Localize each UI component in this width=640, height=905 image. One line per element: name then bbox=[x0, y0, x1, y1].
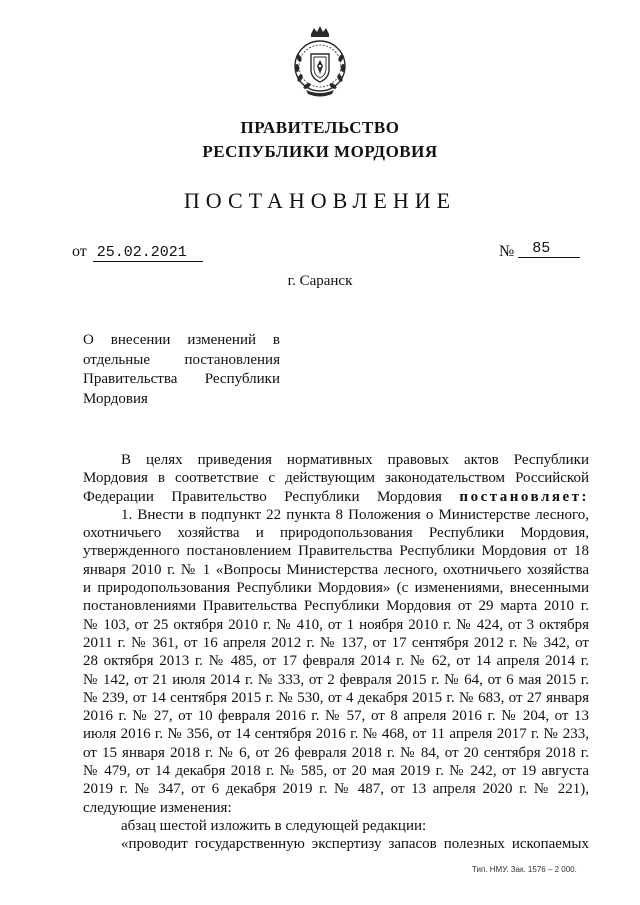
document-date: 25.02.2021 bbox=[93, 245, 203, 262]
body-line-decree bbox=[83, 488, 589, 506]
date-row bbox=[72, 243, 203, 262]
body-line: утвержденного постановлением Правительства Республики Мордовия от 18 bbox=[83, 543, 589, 560]
subject-line: отдельные постановления bbox=[83, 351, 280, 368]
document-subject bbox=[83, 331, 280, 409]
decree-word: постановляет: bbox=[459, 488, 589, 505]
city: г. Саранск bbox=[287, 273, 353, 289]
body-line-text: Федерации Правительство Республики Мордовия bbox=[83, 488, 460, 505]
body-line: следующие изменения: bbox=[83, 799, 232, 816]
government-title-line2: РЕСПУБЛИКИ МОРДОВИЯ bbox=[202, 142, 438, 161]
subject-line: О внесении изменений в bbox=[83, 332, 280, 348]
number-prefix: № bbox=[499, 243, 515, 260]
body-line: и природопользования Республики Мордовия» (с изменениями, внесенными bbox=[83, 580, 589, 597]
document-body bbox=[83, 451, 589, 854]
body-line: июля 2016 г. № 356, от 14 сентября 2016 г. № 468, от 11 апреля 2017 г. № 233, bbox=[83, 726, 589, 743]
subject-line: Мордовия bbox=[83, 390, 148, 407]
document-type-heading: ПОСТАНОВЛЕНИЕ bbox=[183, 188, 457, 213]
body-line: охотничьего хозяйства и природопользования Республики Мордовия, bbox=[83, 525, 589, 542]
date-prefix: от bbox=[72, 243, 87, 260]
body-line: «проводит государственную экспертизу запасов полезных ископаемых bbox=[121, 836, 589, 853]
body-line: января 2010 г. № 1 «Вопросы Министерства лесного, охотничьего хозяйства bbox=[83, 561, 589, 578]
body-line: 2019 г. № 347, от 6 декабря 2019 г. № 487, от 13 апреля 2020 г. № 221), bbox=[83, 781, 589, 798]
body-line: № 142, от 21 июля 2014 г. № 333, от 2 февраля 2015 г. № 64, от 6 мая 2015 г. bbox=[83, 671, 589, 688]
body-line: № 479, от 14 декабря 2018 г. № 585, от 20 мая 2019 г. № 242, от 19 августа bbox=[83, 763, 589, 780]
body-line: 28 октября 2013 г. № 485, от 17 февраля 2014 г. № 62, от 14 апреля 2014 г. bbox=[83, 653, 589, 670]
body-line: Мордовия в соответствие с действующим законодательством Российской bbox=[83, 470, 589, 487]
document-number: 85 bbox=[518, 241, 580, 258]
body-line: В целях приведения нормативных правовых актов Республики bbox=[121, 452, 589, 468]
body-line: абзац шестой изложить в следующей редакции: bbox=[121, 817, 427, 834]
coat-of-arms-mordovia-icon bbox=[292, 24, 348, 98]
body-line: постановлениями Правительства Республики Мордовия от 29 марта 2010 г. bbox=[83, 598, 589, 615]
body-line: № 239, от 14 сентября 2015 г. № 530, от 4 декабря 2015 г. № 683, от 27 января bbox=[83, 689, 589, 706]
body-line: 2011 г. № 361, от 16 апреля 2012 г. № 137, от 17 сентября 2012 г. № 342, от bbox=[83, 634, 589, 651]
body-line: 1. Внести в подпункт 22 пункта 8 Положения о Министерстве лесного, bbox=[121, 506, 589, 523]
subject-line: Правительства Республики bbox=[83, 371, 280, 388]
print-info: Тип. НМУ. Зак. 1576 – 2 000. bbox=[472, 865, 577, 874]
government-title-line1: ПРАВИТЕЛЬСТВО bbox=[240, 118, 400, 137]
body-line: № 103, от 25 октября 2010 г. № 410, от 1 ноября 2010 г. № 424, от 3 октября bbox=[83, 616, 589, 633]
number-row bbox=[499, 240, 580, 262]
body-line: 2016 г. № 27, от 10 февраля 2016 г. № 57, от 8 апреля 2016 г. № 204, от 13 bbox=[83, 708, 589, 725]
body-line: от 15 января 2018 г. № 6, от 26 февраля 2018 г. № 84, от 20 сентября 2018 г. bbox=[83, 744, 589, 761]
